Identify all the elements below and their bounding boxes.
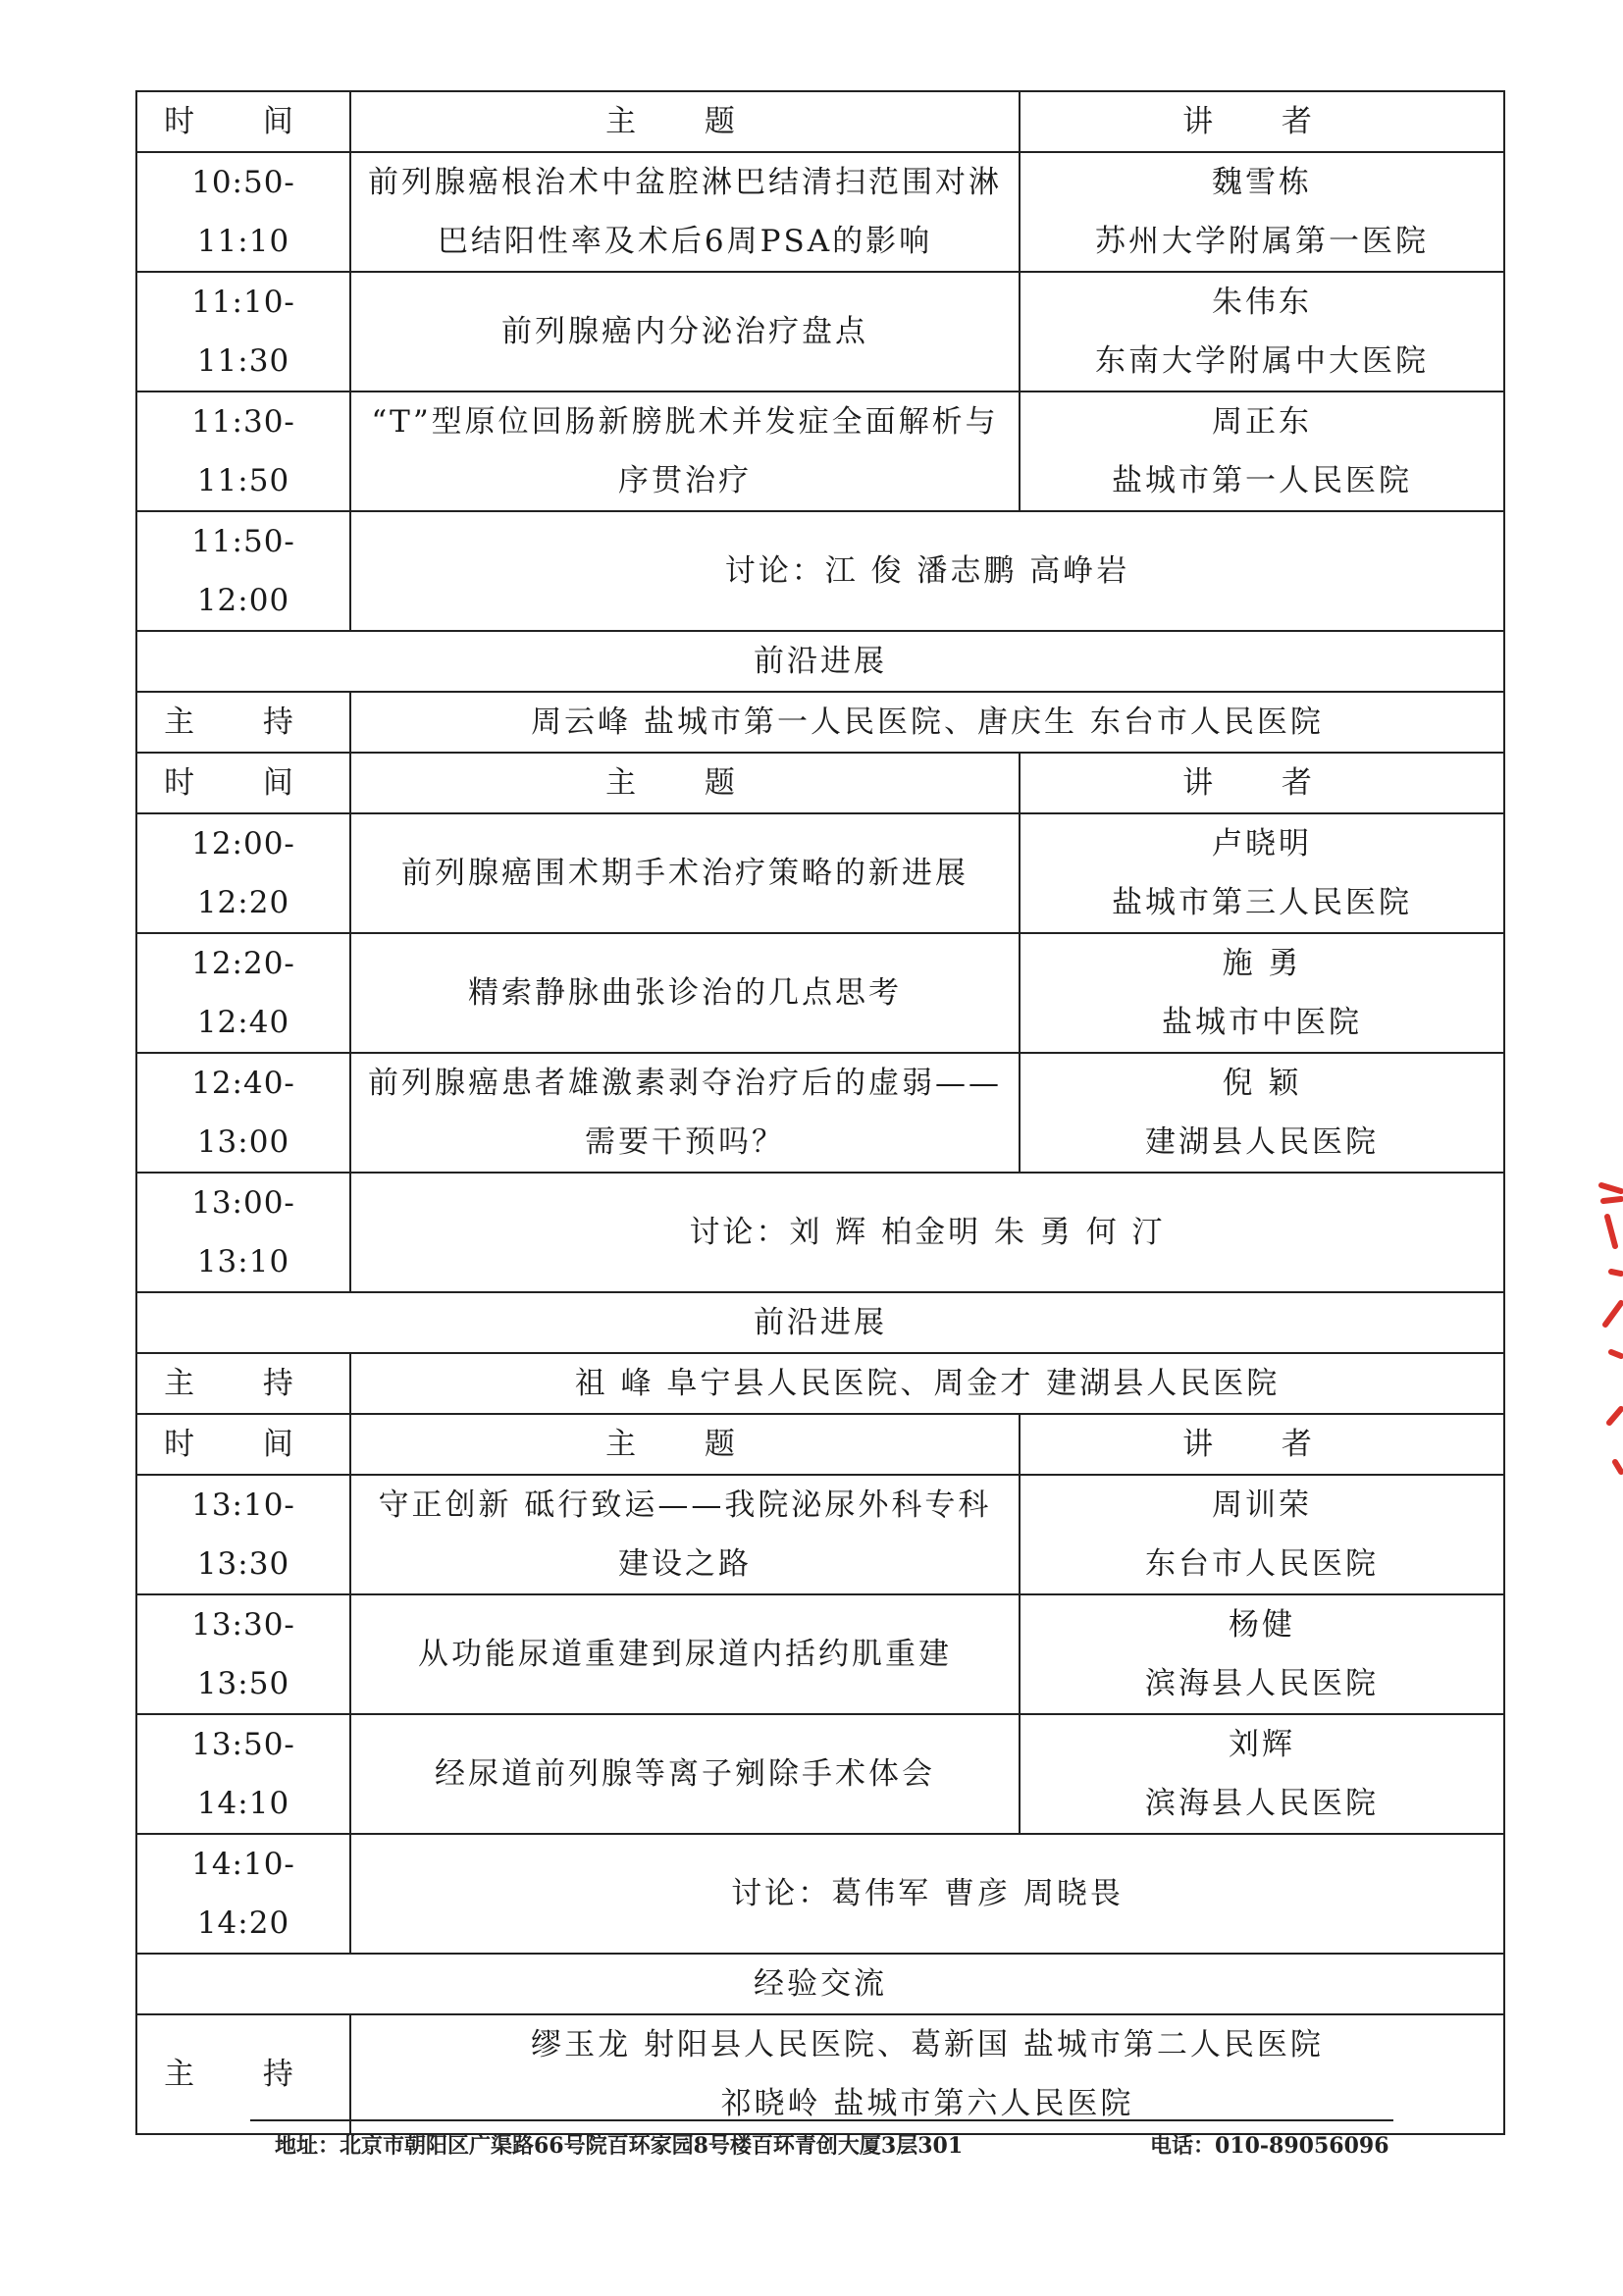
session-time: 13:50-14:10 — [136, 1714, 350, 1834]
topic-line: 巴结阳性率及术后6周PSA的影响 — [437, 224, 933, 259]
session-topic — [350, 1053, 1020, 1173]
session-time: 13:10-13:30 — [136, 1475, 350, 1594]
session-topic — [350, 391, 1020, 511]
session-row — [136, 152, 1504, 272]
session-speaker — [1020, 1714, 1504, 1834]
session-time: 11:30-11:50 — [136, 391, 350, 511]
header-row — [136, 91, 1504, 152]
speaker-hospital: 盐城市第三人民医院 — [1112, 885, 1412, 920]
session-row — [136, 391, 1504, 511]
footer-divider — [250, 2119, 1393, 2121]
session-speaker — [1020, 1594, 1504, 1714]
session-speaker — [1020, 152, 1504, 272]
host-row — [136, 1353, 1504, 1414]
section-row — [136, 631, 1504, 692]
header-speaker: 讲 者 — [1020, 91, 1504, 152]
session-row — [136, 1594, 1504, 1714]
agenda-body — [136, 91, 1504, 2134]
speaker-name: 魏雪栋 — [1212, 165, 1312, 200]
host-label: 主 持 — [136, 2014, 350, 2134]
section-row — [136, 1954, 1504, 2014]
session-row — [136, 933, 1504, 1053]
speaker-hospital: 东南大学附属中大医院 — [1095, 343, 1429, 379]
host-names — [350, 1353, 1504, 1414]
speaker-name: 倪 颖 — [1222, 1066, 1302, 1101]
speaker-hospital: 滨海县人民医院 — [1145, 1786, 1379, 1821]
session-topic — [350, 933, 1020, 1053]
section-row — [136, 1292, 1504, 1353]
host-names — [350, 692, 1504, 753]
host-names — [350, 2014, 1504, 2134]
host-row — [136, 692, 1504, 753]
session-time: 10:50-11:10 — [136, 152, 350, 272]
header-row — [136, 753, 1504, 813]
topic-line: 需要干预吗？ — [585, 1124, 785, 1160]
session-speaker — [1020, 933, 1504, 1053]
topic-line: “T”型原位回肠新膀胱术并发症全面解析与 — [371, 404, 999, 440]
session-time: 12:00-12:20 — [136, 813, 350, 933]
host-label: 主 持 — [136, 1353, 350, 1414]
section-title: 前沿进展 — [136, 631, 1504, 692]
session-speaker — [1020, 813, 1504, 933]
speaker-name: 周正东 — [1212, 404, 1312, 440]
session-row — [136, 272, 1504, 391]
speaker-name: 施 勇 — [1222, 946, 1302, 981]
host-line: 缪玉龙 射阳县人民医院、葛新国 盐城市第二人民医院 — [531, 2027, 1324, 2062]
speaker-name: 周训荣 — [1212, 1487, 1312, 1523]
session-topic — [350, 1714, 1020, 1834]
header-row — [136, 1414, 1504, 1475]
host-line: 周云峰 盐城市第一人民医院、唐庆生 东台市人民医院 — [531, 704, 1324, 740]
speaker-hospital: 苏州大学附属第一医院 — [1095, 224, 1429, 259]
session-row — [136, 813, 1504, 933]
host-row — [136, 2014, 1504, 2134]
discussion-text: 讨论：葛伟军 曹彦 周晓畏 — [350, 1834, 1504, 1954]
speaker-name: 刘辉 — [1229, 1727, 1295, 1762]
topic-line: 建设之路 — [618, 1546, 752, 1582]
speaker-hospital: 盐城市第一人民医院 — [1112, 463, 1412, 498]
session-topic — [350, 1475, 1020, 1594]
topic-line: 经尿道前列腺等离子剜除手术体会 — [435, 1756, 935, 1792]
header-topic: 主 题 — [350, 1414, 1020, 1475]
header-topic: 主 题 — [350, 91, 1020, 152]
topic-line: 序贯治疗 — [618, 463, 752, 498]
speaker-hospital: 建湖县人民医院 — [1145, 1124, 1379, 1160]
host-line: 祖 峰 阜宁县人民医院、周金才 建湖县人民医院 — [574, 1366, 1281, 1401]
header-time: 时 间 — [136, 753, 350, 813]
discussion-row — [136, 1173, 1504, 1292]
session-speaker — [1020, 1475, 1504, 1594]
session-topic — [350, 1594, 1020, 1714]
topic-line: 守正创新 砥行致运——我院泌尿外科专科 — [378, 1487, 992, 1523]
header-time: 时 间 — [136, 91, 350, 152]
speaker-name: 卢晓明 — [1212, 826, 1312, 861]
topic-line: 前列腺癌围术期手术治疗策略的新进展 — [401, 856, 969, 891]
session-row — [136, 1053, 1504, 1173]
agenda-table — [135, 90, 1505, 2135]
session-time: 12:40-13:00 — [136, 1053, 350, 1173]
header-speaker: 讲 者 — [1020, 1414, 1504, 1475]
speaker-hospital: 盐城市中医院 — [1162, 1005, 1362, 1040]
session-time: 13:30-13:50 — [136, 1594, 350, 1714]
speaker-hospital: 东台市人民医院 — [1145, 1546, 1379, 1582]
discussion-row — [136, 511, 1504, 631]
session-time: 13:00-13:10 — [136, 1173, 350, 1292]
topic-line: 从功能尿道重建到尿道内括约肌重建 — [418, 1637, 952, 1672]
session-row — [136, 1714, 1504, 1834]
header-time: 时 间 — [136, 1414, 350, 1475]
session-time: 11:50-12:00 — [136, 511, 350, 631]
red-stamp-edge — [1582, 1177, 1623, 1511]
header-topic: 主 题 — [350, 753, 1020, 813]
session-row — [136, 1475, 1504, 1594]
session-time: 11:10-11:30 — [136, 272, 350, 391]
session-speaker — [1020, 1053, 1504, 1173]
section-title: 经验交流 — [136, 1954, 1504, 2014]
speaker-name: 朱伟东 — [1212, 285, 1312, 320]
session-speaker — [1020, 272, 1504, 391]
host-label: 主 持 — [136, 692, 350, 753]
speaker-hospital: 滨海县人民医院 — [1145, 1666, 1379, 1701]
session-topic — [350, 152, 1020, 272]
speaker-name: 杨健 — [1229, 1607, 1295, 1643]
host-line: 祁晓岭 盐城市第六人民医院 — [720, 2086, 1134, 2121]
session-speaker — [1020, 391, 1504, 511]
section-title: 前沿进展 — [136, 1292, 1504, 1353]
topic-line: 前列腺癌内分泌治疗盘点 — [501, 314, 868, 349]
topic-line: 精索静脉曲张诊治的几点思考 — [468, 975, 902, 1011]
topic-line: 前列腺癌根治术中盆腔淋巴结清扫范围对淋 — [368, 165, 1002, 200]
discussion-text: 讨论：刘 辉 柏金明 朱 勇 何 汀 — [350, 1173, 1504, 1292]
footer-phone: 电话：010-89056096 — [1150, 2133, 1389, 2159]
discussion-text: 讨论：江 俊 潘志鹏 高峥岩 — [350, 511, 1504, 631]
header-speaker: 讲 者 — [1020, 753, 1504, 813]
session-topic — [350, 272, 1020, 391]
session-time: 12:20-12:40 — [136, 933, 350, 1053]
footer-address: 地址：北京市朝阳区广渠路66号院百环家园8号楼百环青创大厦3层301 — [275, 2133, 964, 2159]
topic-line: 前列腺癌患者雄激素剥夺治疗后的虚弱—— — [368, 1066, 1002, 1101]
discussion-row — [136, 1834, 1504, 1954]
session-time: 14:10-14:20 — [136, 1834, 350, 1954]
session-topic — [350, 813, 1020, 933]
